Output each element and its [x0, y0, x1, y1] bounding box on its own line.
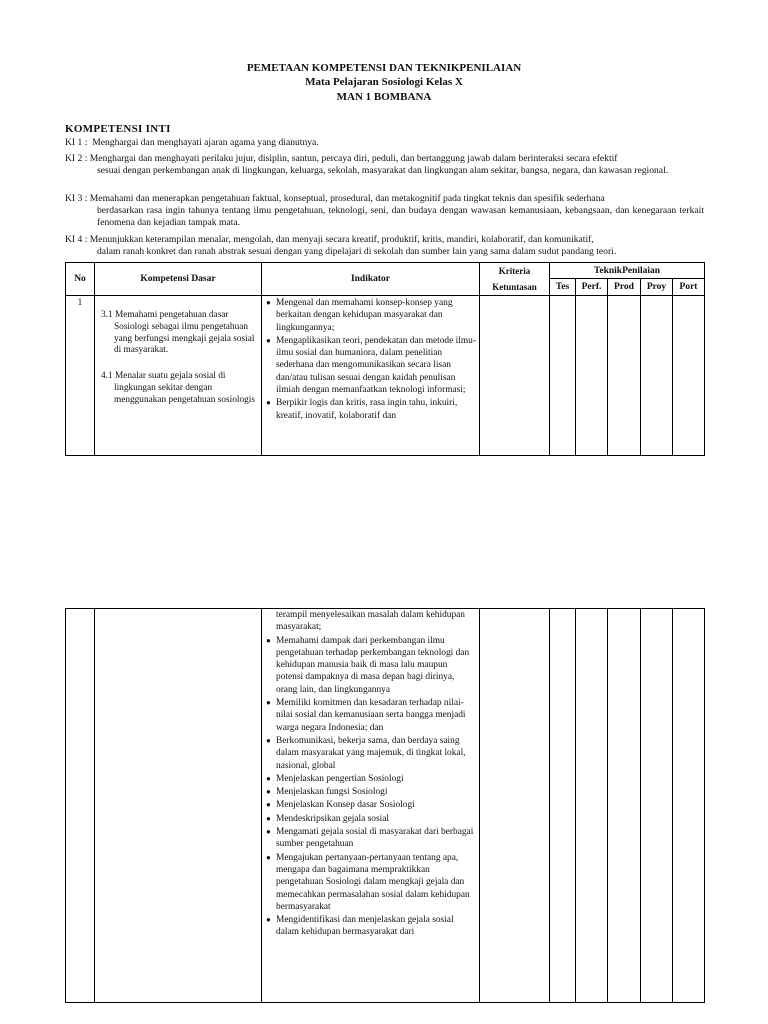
indikator-item: ● Memiliki komitmen dan kesadaran terhadap nilai-nilai sosial dan kemanusiaan serta bangga menjadi warga negara Indonesia; dan [266, 698, 466, 733]
indikator-item: ● Mengenal dan memahami konsep-konsep yang berkaitan dengan kehidupan masyarakat dan lingkungannya; [266, 298, 453, 333]
bullet-icon: ● [266, 635, 271, 645]
ki-text-continued: sesuai dengan perkembangan anak di lingkungan, keluarga, sekolah, masyarakat dan lingkungan alam sekitar, bangsa, negara, dan kawasan regional. [97, 165, 669, 177]
bullet-icon: ● [266, 915, 271, 925]
indikator-cell [262, 296, 480, 456]
bullet-icon: ● [266, 298, 271, 307]
header-no: No [66, 263, 95, 296]
header-kompetensi-dasar: Kompetensi Dasar [95, 263, 262, 296]
kompetensi-dasar-cell [95, 296, 262, 456]
ki-text-continued: dalam ranah konkret dan ranah abstrak sesuai dengan yang dipelajari di sekolah dan sumber lain yang sama dalam sudut pandang teori. [97, 246, 617, 258]
indikator-item: ● Mengajukan pertanyaan-pertanyaan tentang apa, mengapa dan bagaimana mempraktikkan pengetahuan Sosiologi dalam mengkaji gejala dan memecahkan permasalahan sosial dalam kehidupan bermasyarakat [266, 852, 470, 912]
ki-label: KI 3 : [65, 193, 90, 204]
bullet-icon: ● [266, 698, 271, 708]
tes-cell [550, 296, 576, 456]
indikator-item: ● Mengaplikasikan teori, pendekatan dan metode ilmu-ilmu sosial dan humaniora, dalam penelitian sederhana dan mengomunikasikan secara lisan dan/atau tulisan sesuai dengan kaidah penulisan ilmiah dengan memanfaatkan teknologi informasi; [266, 335, 476, 396]
kriteria-cell [480, 296, 550, 456]
ki-item-3 [65, 193, 704, 230]
perf-cell-continued [576, 609, 608, 1003]
ki-label: KI 4 : [65, 234, 90, 245]
indikator-item: ● Memahami dampak dari perkembangan ilmu pengetahuan terhadap perkembangan teknologi dan kehidupan manusia baik di masa lalu maupun potensi dampaknya di masa depan bagi dirinya, orang lain, dan lingkungannya [266, 635, 470, 695]
bullet-icon: ● [266, 800, 271, 810]
kd-item: 3.1 Memahami pengetahuan dasar Sosiologi sebagai ilmu pengetahuan yang berfungsi mengkaji gejala sosial di masyarakat. [101, 310, 255, 356]
header-port: Port [673, 279, 705, 296]
prod-cell-continued [608, 609, 641, 1003]
ki-text-continued: berdasarkan rasa ingin tahunya tentang ilmu pengetahuan, teknologi, seni, dan budaya dengan wawasan kemanusiaan, kebangsaan, dan kenegaraan terkait fenomena dan kejadian tampak mata. [97, 205, 704, 229]
ki-text: Memahami dan menerapkan pengetahuan faktual, konseptual, prosedural, dan metakognitif pada tingkat teknis dan spesifik sederhana [89, 193, 605, 204]
bullet-icon: ● [266, 773, 271, 783]
ki-text: Menunjukkan keterampilan menalar, mengolah, dan menyaji secara kreatif, produktif, kritis, mandiri, kolaboratif, dan komunikatif, [89, 234, 594, 245]
prod-cell [608, 296, 641, 456]
indikator-item: terampil menyelesaikan masalah dalam kehidupan masyarakat; [276, 610, 465, 633]
ki-label: KI 1 : [65, 137, 93, 148]
kriteria-cell-continued [480, 609, 550, 1003]
proy-cell [641, 296, 673, 456]
perf-cell [576, 296, 608, 456]
mapping-table-page-1 [65, 262, 705, 456]
indikator-item: ● Mengamati gejala sosial di masyarakat dari berbagai sumber pengetahuan [266, 827, 474, 850]
ki-text: Menghargai dan menghayati perilaku jujur, disiplin, santun, percaya diri, peduli, dan bertanggung jawab dalam berinteraksi secara efektif [89, 153, 618, 164]
kd-cell-continued [95, 609, 262, 1003]
row-number: 1 [66, 296, 95, 456]
bullet-icon: ● [266, 735, 271, 745]
subject-subtitle: Mata Pelajaran Sosiologi Kelas X [305, 76, 463, 88]
indikator-item: ● Menjelaskan Konsep dasar Sosiologi [266, 800, 415, 811]
proy-cell-continued [641, 609, 673, 1003]
bullet-icon: ● [266, 398, 271, 408]
kompetensi-inti-heading: KOMPETENSI INTI [65, 123, 171, 135]
indikator-item: ● Menjelaskan fungsi Sosiologi [266, 787, 388, 798]
bullet-icon: ● [266, 335, 271, 345]
ki-item-1 [65, 137, 704, 149]
indikator-item: ● Mengidentifikasi dan menjelaskan gejala sosial dalam kehidupan bermasyarakat dari [266, 915, 454, 938]
ki-label: KI 2 : [65, 153, 90, 164]
indikator-cell-continued [262, 609, 480, 1003]
school-name: MAN 1 BOMBANA [336, 91, 432, 103]
header-proy: Proy [641, 279, 673, 296]
header-teknik-penilaian: TeknikPenilaian [550, 263, 705, 279]
header-kriteria: Kriteria Ketuntasan [480, 263, 550, 296]
no-cell-continued [66, 609, 95, 1003]
bullet-icon: ● [266, 827, 271, 837]
mapping-table-page-2 [65, 608, 705, 1003]
header-tes: Tes [550, 279, 576, 296]
kd-item: 4.1 Menalar suatu gejala sosial di lingkungan sekitar dengan menggunakan pengetahuan sosiologis [101, 371, 255, 405]
port-cell [673, 296, 705, 456]
indikator-item: ● Berpikir logis dan kritis, rasa ingin tahu, inkuiri, kreatif, inovatif, kolaboratif dan [266, 398, 458, 421]
header-indikator: Indikator [262, 263, 480, 296]
indikator-item: ● Mendeskripsikan gejala sosial [266, 813, 389, 824]
bullet-icon: ● [266, 852, 271, 862]
ki-item-2 [65, 153, 704, 177]
ki-item-4 [65, 234, 704, 258]
indikator-item: ● Berkomunikasi, bekerja sama, dan berdaya saing dalam masyarakat yang majemuk, di tingkat lokal, nasional, global [266, 735, 466, 771]
bullet-icon: ● [266, 813, 271, 823]
bullet-icon: ● [266, 787, 271, 797]
port-cell-continued [673, 609, 705, 1003]
header-perf: Perf. [576, 279, 608, 296]
indikator-item: ● Menjelaskan pengertian Sosiologi [266, 773, 404, 784]
document-title: PEMETAAN KOMPETENSI DAN TEKNIKPENILAIAN [246, 62, 522, 74]
ki-text: Menghargai dan menghayati ajaran agama yang dianutnya. [92, 137, 319, 148]
tes-cell-continued [550, 609, 576, 1003]
header-prod: Prod [608, 279, 641, 296]
